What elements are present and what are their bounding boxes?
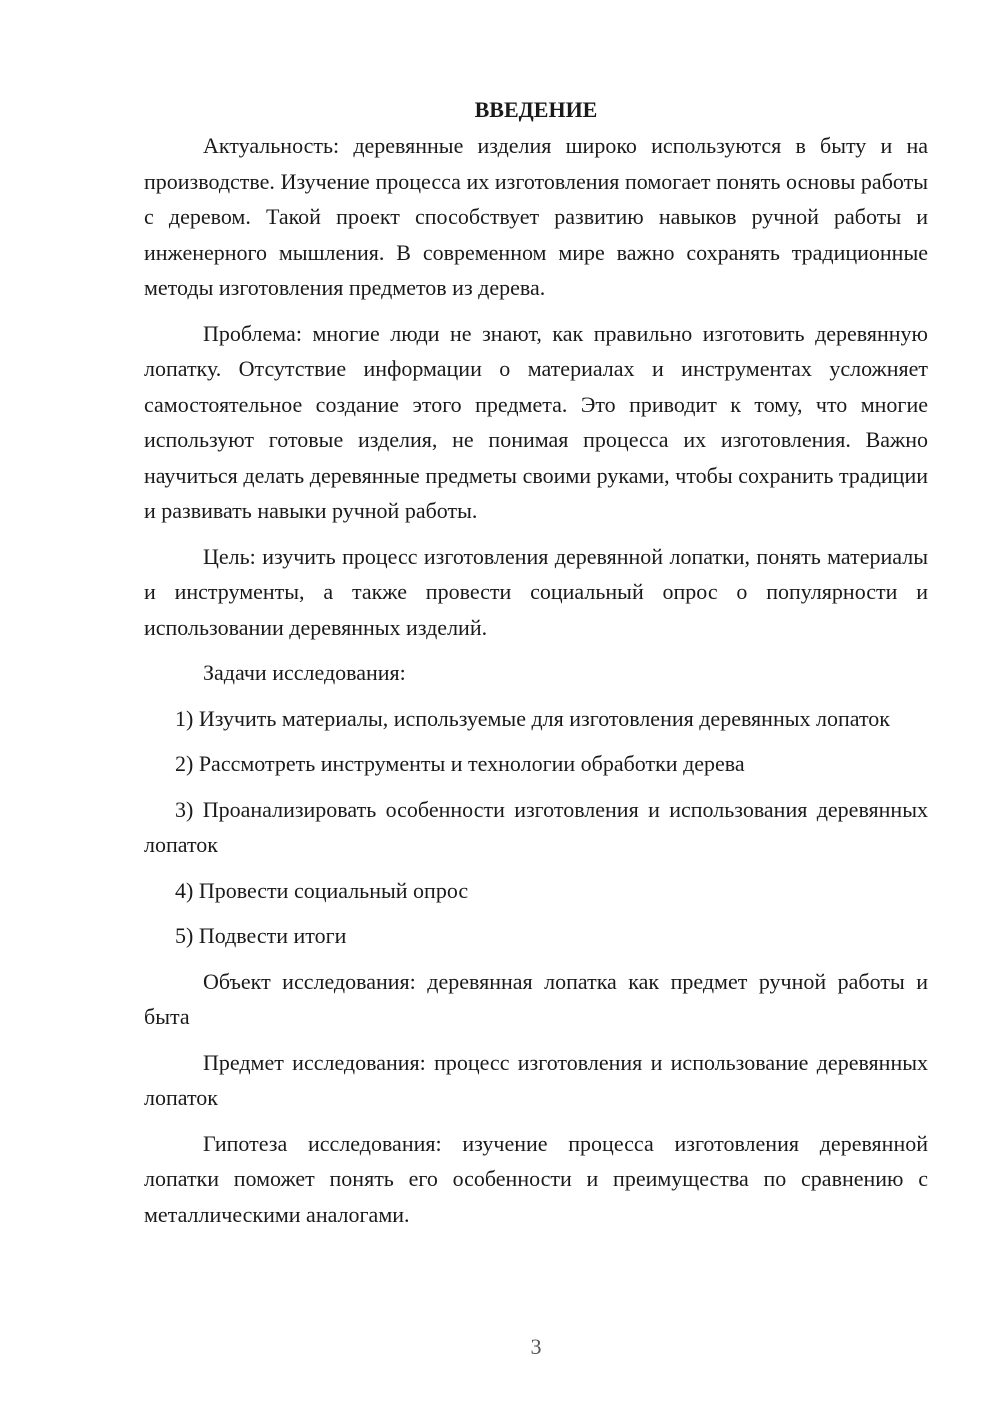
object-paragraph: Объект исследования: деревянная лопатка как предмет ручной работы и быта (144, 968, 928, 1029)
section-title: ВВЕДЕНИЕ (474, 97, 598, 122)
relevance-paragraph: Актуальность: деревянные изделия широко используются в быту и на производстве. Изучение процесса их изготовления помогает понять основы работы с деревом. Такой проект способствует развитию навыков ручной работы и инженерного мышления. В современном мире важно сохранять традиционные методы изготовления предметов из дерева. (144, 133, 928, 300)
page-number: 3 (530, 1334, 542, 1359)
goal-paragraph: Цель: изучить процесс изготовления деревянной лопатки, понять материалы и инструменты, а также провести социальный опрос о популярности и использовании деревянных изделий. (144, 543, 928, 640)
list-item: 1) Изучить материалы, используемые для изготовления деревянных лопаток (175, 705, 890, 731)
tasks-heading: Задачи исследования: (203, 660, 406, 685)
tasks-list (144, 701, 928, 954)
problem-paragraph: Проблема: многие люди не знают, как правильно изготовить деревянную лопатку. Отсутствие информации о материалах и инструментах усложняет самостоятельное создание этого предмета. Это приводит к тому, что многие используют готовые изделия, не понимая процесса их изготовления. Важно научиться делать деревянные предметы своими руками, чтобы сохранить традиции и развивать навыки ручной работы. (144, 320, 928, 523)
list-item: 2) Рассмотреть инструменты и технологии обработки дерева (175, 751, 745, 776)
list-item: 4) Провести социальный опрос (175, 877, 469, 903)
list-item: 3) Проанализировать особенности изготовления и использования деревянных лопаток (144, 796, 928, 857)
hypothesis-paragraph: Гипотеза исследования: изучение процесса изготовления деревянной лопатки поможет понять его особенности и преимущества по сравнению с металлическими аналогами. (144, 1130, 928, 1227)
list-item: 5) Подвести итоги (175, 923, 347, 948)
document-page (144, 94, 928, 1242)
subject-paragraph: Предмет исследования: процесс изготовления и использование деревянных лопаток (144, 1049, 928, 1110)
